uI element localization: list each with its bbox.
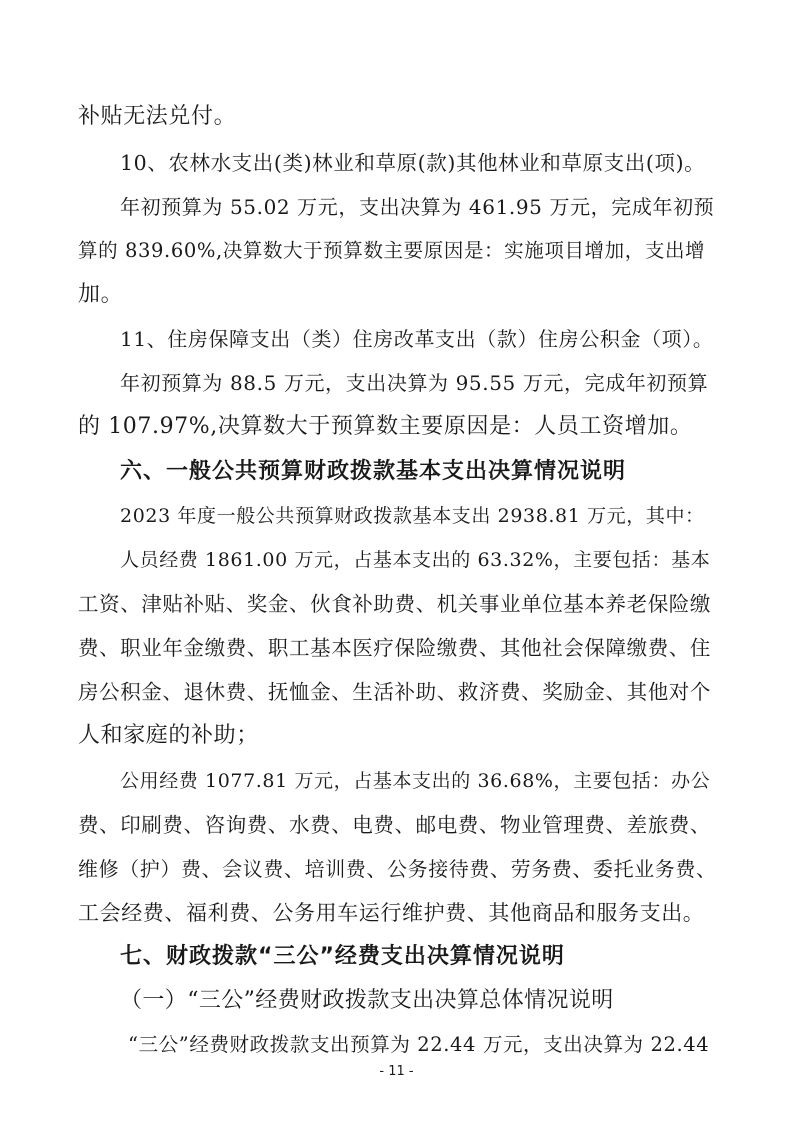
section-heading: 七、财政拨款“三公”经费支出决算情况说明 [120,944,565,969]
paragraph-line: “三公”经费财政拨款支出预算为 22.44 万元，支出决算为 22.44 [128,1033,710,1056]
paragraph-line: 的 107.97%,决算数大于预算数主要原因是：人员工资增加。 [78,414,693,439]
paragraph-line: 公用经费 1077.81 万元，占基本支出的 36.68%，主要包括：办公 [120,770,711,792]
paragraph-line: 算的 839.60%,决算数大于预算数主要原因是：实施项目增加，支出增 [78,239,706,262]
subsection-heading: （一）“三公”经费财政拨款支出决算总体情况说明 [120,988,614,1013]
paragraph-line: 工资、津贴补贴、奖金、伙食补助费、机关事业单位基本养老保险缴 [78,592,711,616]
paragraph-line: 加。 [78,282,124,307]
page-number: - 11 - [379,1064,414,1079]
paragraph-line: 房公积金、退休费、抚恤金、生活补助、救济费、奖励金、其他对个 [78,680,711,704]
paragraph-line: 补贴无法兑付。 [78,104,237,129]
paragraph-line: 人员经费 1861.00 万元，占基本支出的 63.32%，主要包括：基本 [120,549,711,571]
paragraph-line: 年初预算为 55.02 万元，支出决算为 461.95 万元，完成年初预 [120,195,715,219]
paragraph-line: 费、印刷费、咨询费、水费、电费、邮电费、物业管理费、差旅费、 [78,813,711,837]
paragraph-line: 维修（护）费、会议费、培训费、公务接待费、劳务费、委托业务费、 [78,857,717,881]
section-heading: 六、一般公共预算财政拨款基本支出决算情况说明 [120,459,627,484]
paragraph-line: 10、农林水支出(类)林业和草原(款)其他林业和草原支出(项)。 [120,151,706,175]
paragraph-line: 11、住房保障支出（类）住房改革支出（款）住房公积金（项）。 [120,327,714,351]
paragraph-line: 费、职业年金缴费、职工基本医疗保险缴费、其他社会保障缴费、住 [78,636,711,660]
paragraph-line: 工会经费、福利费、公务用车运行维护费、其他商品和服务支出。 [78,901,705,925]
paragraph-line: 年初预算为 88.5 万元，支出决算为 95.55 万元，完成年初预算 [120,371,709,395]
paragraph-line: 人和家庭的补助； [78,723,259,748]
paragraph-line: 2023 年度一般公共预算财政拨款基本支出 2938.81 万元，其中： [120,505,705,527]
